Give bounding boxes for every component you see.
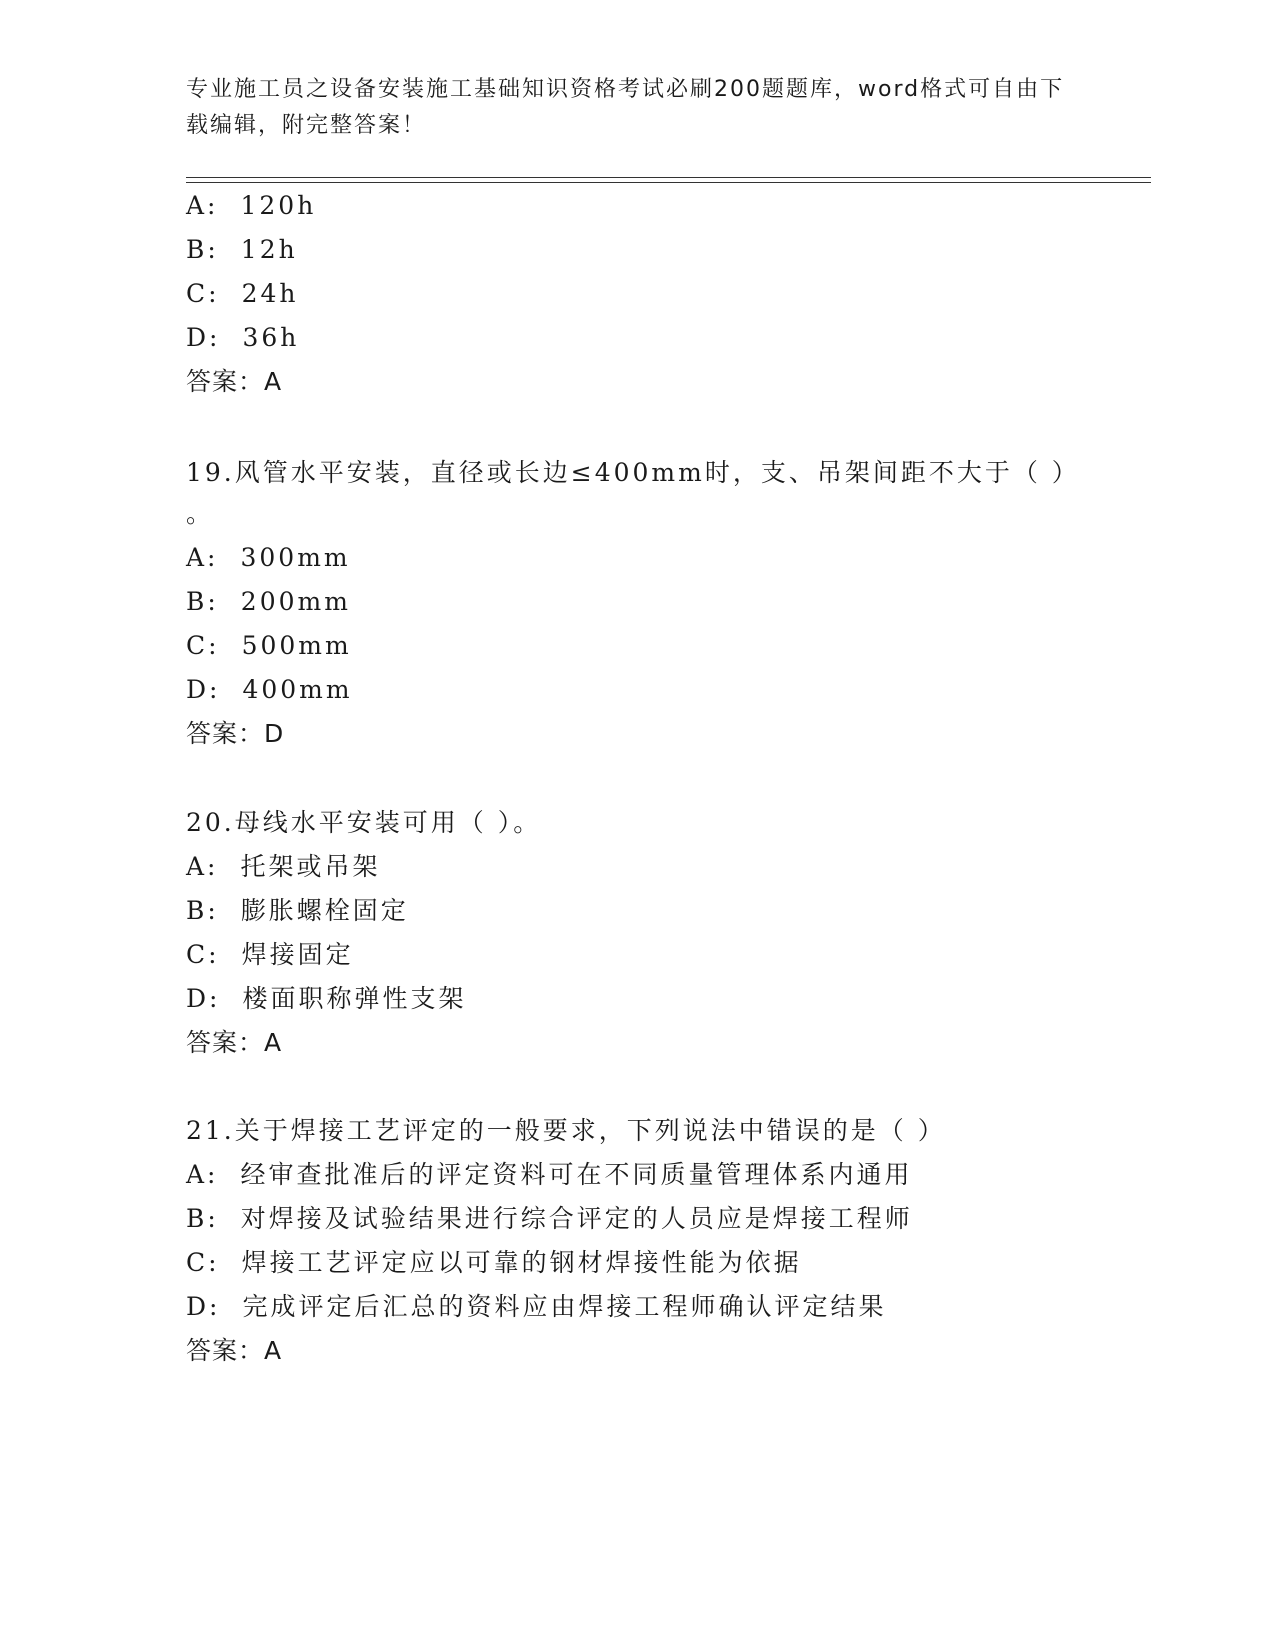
option-text: 托架或吊架: [240, 852, 381, 881]
option-b: [186, 586, 351, 618]
option-letter: D:: [186, 984, 221, 1013]
option-text: 焊接工艺评定应以可靠的钢材焊接性能为依据: [241, 1248, 802, 1277]
option-c: [186, 278, 298, 310]
option-text: 完成评定后汇总的资料应由焊接工程师确认评定结果: [242, 1292, 887, 1321]
option-text: 焊接固定: [241, 940, 354, 969]
option-d: [186, 322, 299, 354]
header-divider-bottom: [186, 182, 1151, 183]
answer-line: 答案：A: [186, 367, 283, 396]
option-text: 膨胀螺栓固定: [240, 896, 409, 925]
option-d: [186, 983, 466, 1015]
answer-line: 答案：A: [186, 1028, 283, 1057]
option-a: [186, 190, 316, 222]
answer-line: 答案：D: [186, 719, 285, 748]
option-c: [186, 1247, 802, 1279]
option-text: 300mm: [240, 543, 351, 572]
option-letter: C:: [186, 1248, 220, 1277]
answer-line: 答案：A: [186, 1336, 283, 1365]
header-divider-top: [186, 177, 1151, 178]
option-letter: C:: [186, 279, 220, 308]
option-letter: B:: [186, 587, 219, 616]
option-text: 对焊接及试验结果进行综合评定的人员应是焊接工程师: [240, 1204, 913, 1233]
question-stem: 21.关于焊接工艺评定的一般要求，下列说法中错误的是（ ）: [186, 1116, 946, 1145]
option-letter: C:: [186, 631, 220, 660]
option-text: 120h: [240, 191, 317, 220]
option-text: 36h: [242, 323, 300, 352]
option-letter: A:: [186, 1160, 219, 1189]
option-c: [186, 630, 352, 662]
question-stem-continuation: 。: [186, 499, 215, 528]
option-text: 200mm: [240, 587, 351, 616]
option-letter: C:: [186, 940, 220, 969]
option-letter: A:: [186, 852, 219, 881]
question-stem: 20.母线水平安装可用（ ）。: [186, 808, 542, 837]
option-letter: D:: [186, 675, 221, 704]
option-text: 楼面职称弹性支架: [242, 984, 467, 1013]
option-text: 24h: [241, 279, 299, 308]
question-stem: 19.风管水平安装，直径或长边≤400mm时，支、吊架间距不大于（ ）: [186, 458, 1080, 487]
option-d: [186, 1291, 886, 1323]
option-b: [186, 234, 298, 266]
option-letter: D:: [186, 1292, 221, 1321]
option-a: [186, 851, 381, 883]
option-text: 经审查批准后的评定资料可在不同质量管理体系内通用: [240, 1160, 913, 1189]
option-letter: A:: [186, 191, 219, 220]
option-a: [186, 1159, 913, 1191]
option-letter: D:: [186, 323, 221, 352]
option-c: [186, 939, 354, 971]
option-b: [186, 1203, 913, 1235]
option-letter: B:: [186, 1204, 219, 1233]
option-b: [186, 895, 409, 927]
option-letter: B:: [186, 896, 219, 925]
option-d: [186, 674, 353, 706]
option-text: 12h: [240, 235, 298, 264]
option-letter: B:: [186, 235, 219, 264]
option-text: 500mm: [241, 631, 352, 660]
option-letter: A:: [186, 543, 219, 572]
option-a: [186, 542, 351, 574]
document-header: 专业施工员之设备安装施工基础知识资格考试必刷200题题库，word格式可自由下载编辑，附完整答案！: [186, 77, 1065, 138]
option-text: 400mm: [242, 675, 353, 704]
